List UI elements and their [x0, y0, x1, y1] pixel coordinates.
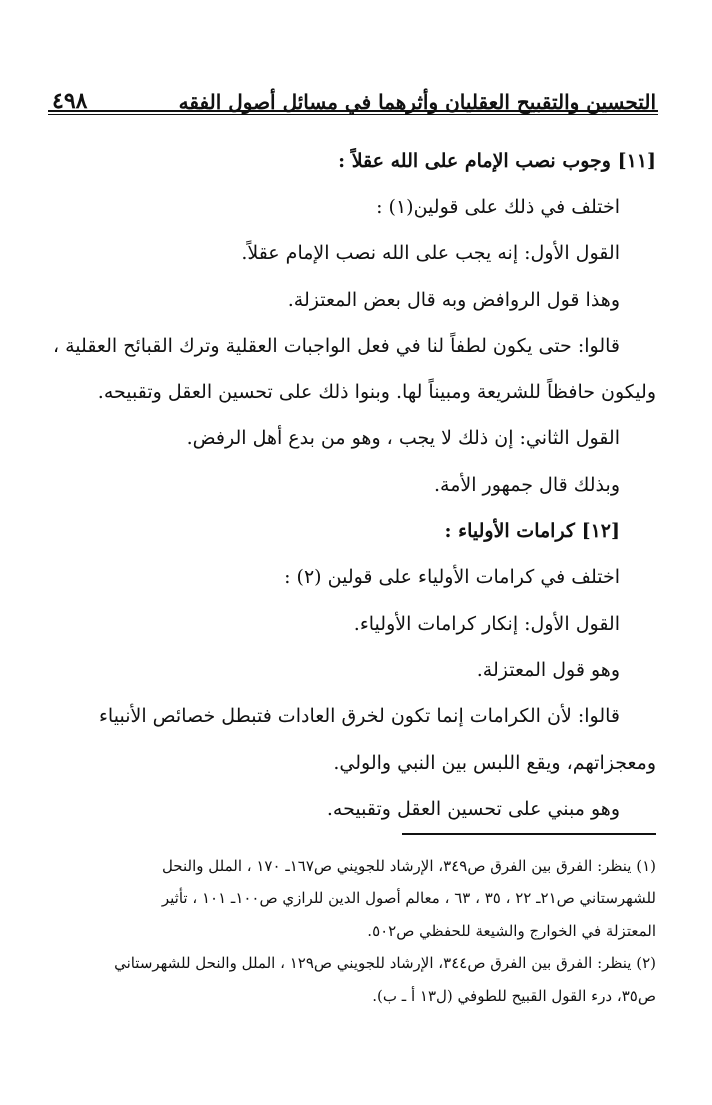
- footnote-line: (٢) ينظر: الفرق بين الفرق ص٣٤٤، الإرشاد للجويني ص١٢٩ ، الملل والنحل للشهرستاني: [114, 954, 656, 973]
- paragraph-line: وهو مبني على تحسين العقل وتقبيحه.: [326, 797, 620, 820]
- paragraph-line: وهذا قول الروافض وبه قال بعض المعتزلة.: [287, 288, 620, 311]
- paragraph-line: القول الأول: إنه يجب على الله نصب الإمام عقلاً.: [241, 242, 620, 265]
- paragraph-line: وهو قول المعتزلة.: [476, 658, 620, 681]
- footnote-line: المعتزلة في الخوارج والشيعة للحفظي ص٥٠٢.: [367, 921, 656, 940]
- section-heading-11: [١١] وجوب نصب الإمام على الله عقلاً :: [338, 149, 656, 172]
- paragraph-line: اختلف في ذلك على قولين(١) :: [376, 195, 620, 218]
- paragraph-line: وبذلك قال جمهور الأمة.: [433, 473, 620, 496]
- footnote-line: (١) ينظر: الفرق بين الفرق ص٣٤٩، الإرشاد للجويني ص١٦٧ـ ١٧٠ ، الملل والنحل: [161, 856, 656, 875]
- paragraph-line: اختلف في كرامات الأولياء على قولين (٢) :: [284, 566, 620, 589]
- footnote-line: ص٣٥، درء القول القبيح للطوفي (ل١٣ أ ـ ب).: [372, 986, 656, 1005]
- page-header: [48, 68, 658, 112]
- paragraph-line: قالوا: حتى يكون لطفاً لنا في فعل الواجبات العقلية وترك القبائح العقلية ،: [52, 334, 620, 357]
- paragraph-line: وليكون حافظاً للشريعة ومبيناً لها. وبنوا ذلك على تحسين العقل وتقبيحه.: [97, 381, 656, 404]
- paragraph-line: القول الأول: إنكار كرامات الأولياء.: [353, 612, 620, 635]
- main-text: [54, 138, 656, 832]
- footnotes: [54, 850, 656, 1013]
- running-title: التحسين والتقبيح العقليان وأثرهما في مسائل أصول الفقه: [178, 90, 656, 114]
- paragraph-line: القول الثاني: إن ذلك لا يجب ، وهو من بدع أهل الرفض.: [186, 427, 620, 450]
- section-heading-12: [١٢] كرامات الأولياء :: [444, 520, 620, 543]
- footnote-separator: [402, 833, 656, 835]
- page-number: ٤٩٨: [52, 88, 88, 114]
- footnote-line: للشهرستاني ص٢١ـ ٢٢ ، ٣٥ ، ٦٣ ، معالم أصول الدين للرازي ص١٠٠ـ ١٠١ ، تأثير: [161, 889, 656, 908]
- paragraph-line: قالوا: لأن الكرامات إنما تكون لخرق العادات فتبطل خصائص الأنبياء: [99, 705, 620, 728]
- header-rule: [48, 110, 658, 115]
- paragraph-line: ومعجزاتهم، ويقع اللبس بين النبي والولي.: [333, 751, 656, 774]
